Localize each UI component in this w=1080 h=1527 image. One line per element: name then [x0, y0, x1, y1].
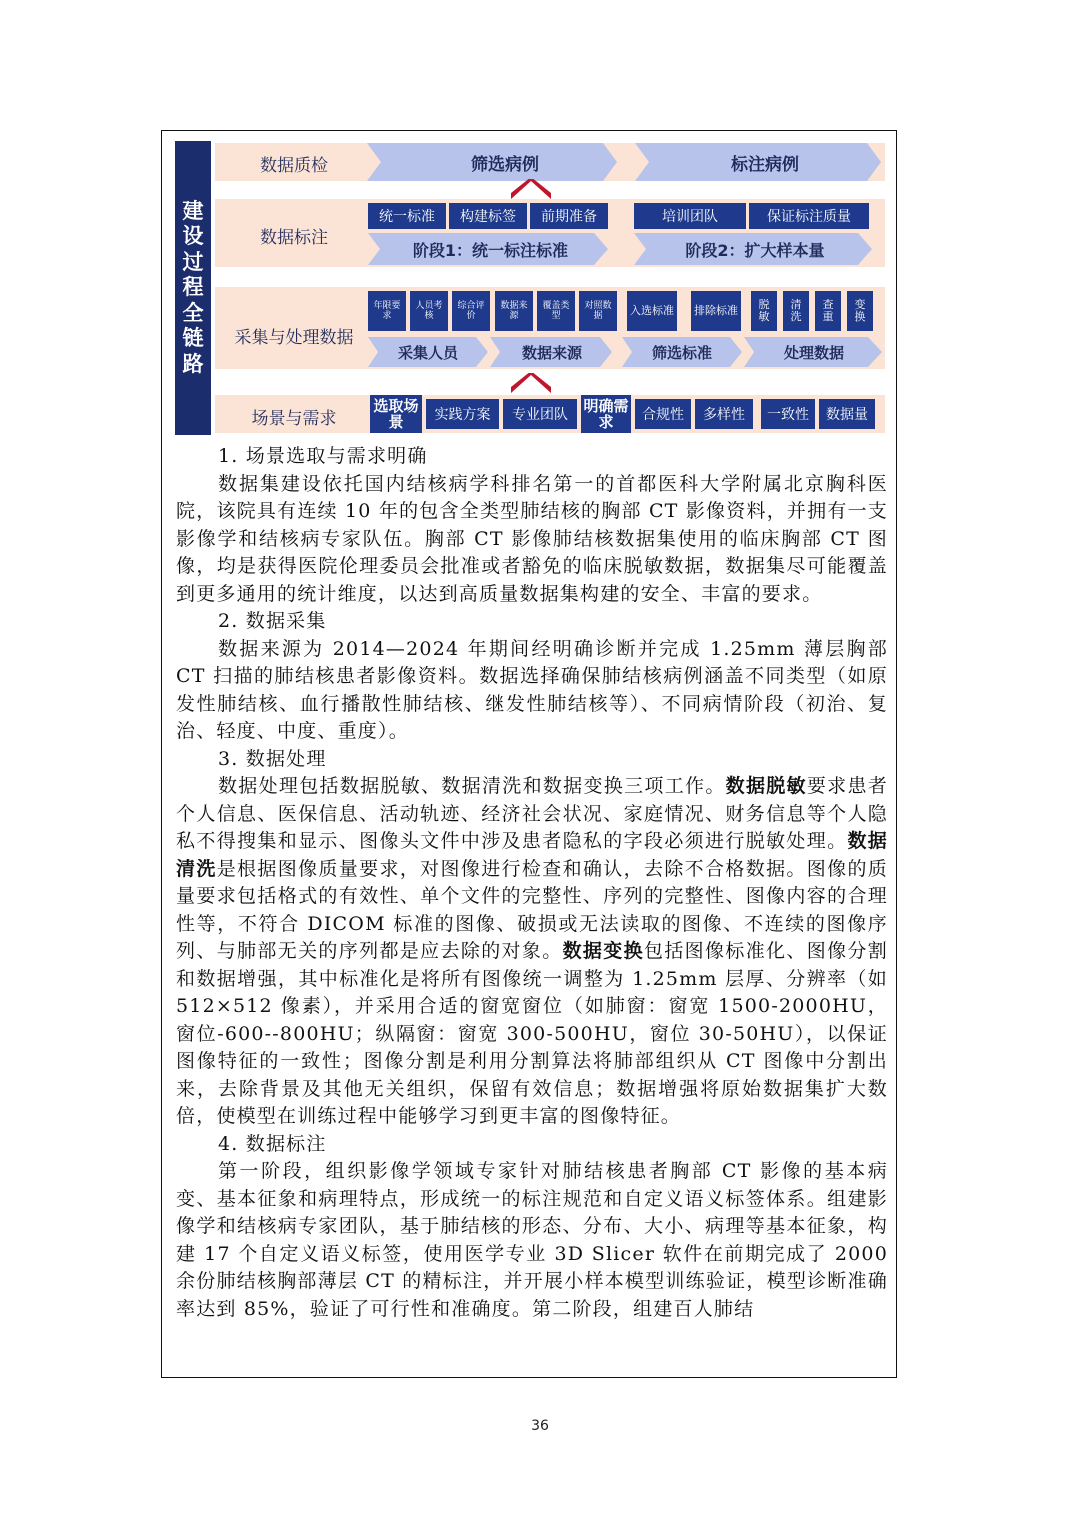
side-title-char: 路: [182, 351, 204, 376]
box-professional-team: 专业团队: [503, 399, 577, 429]
section-heading-4: 4. 数据标注: [218, 1132, 327, 1155]
box-staff-assessment: 人员考核: [410, 291, 448, 331]
body-text: [176, 443, 888, 1323]
box-year-requirement: 年限要求: [368, 291, 406, 331]
box-data-volume: 数据量: [819, 399, 875, 429]
side-title-char: 设: [182, 224, 204, 249]
box-diversity: 多样性: [695, 399, 753, 429]
content-frame: [161, 130, 897, 1378]
paragraph-4: 第一阶段，组织影像学领域专家针对肺结核患者胸部 CT 影像的基本病变、基本征象和病理特点，形成统一的标注规范和自定义语义标签体系。组建影像学和结核病专家团队，基于肺结核的形态、分布、大小、病理等基本征象，构建 17 个自定义语义标签，使用医学专业 3D Slicer 软件在前期完成了 2000 余份肺结核胸部薄层 CT 的精标注，并开展小样本模型训练验证，模型诊断准确率达到 85%，验证了可行性和准确度。第二阶段，组建百人肺结: [176, 1160, 888, 1320]
arrow-data-source: 数据来源: [521, 343, 582, 362]
chevron-up-icon: [511, 373, 551, 395]
label-scene: 场景与需求: [251, 409, 337, 429]
paragraph-3-part: 是根据图像质量要求，对图像进行检查和确认，去除不合格数据。图像的质量要求包括格式的有效性、单个文件的完整性、序列的完整性、图像内容的合理性等，不符合 DICOM 标准的图像、破损或无法读取的图像、不连续的图像序列、与肺部无关的序列都是应去除的对象。: [176, 857, 888, 962]
paragraph-2: 数据来源为 2014—2024 年期间经明确诊断并完成 1.25mm 薄层胸部 CT 扫描的肺结核患者影像资料。数据选择确保肺结核病例涵盖不同类型（如原发性肺结核、血行播散性肺结核、继发性肺结核等）、不同病情阶段（初治、复治、轻度、中度、重度）。: [176, 637, 888, 742]
arrow-stage-1: 阶段1：统一标注标准: [412, 240, 569, 260]
label-quality: 数据质检: [260, 156, 328, 176]
box-dedupe: 查重: [815, 291, 841, 331]
box-consistency: 一致性: [761, 399, 815, 429]
arrow-process-data: 处理数据: [783, 343, 844, 362]
label-collection: 采集与处理数据: [234, 328, 354, 348]
box-inclusion-criteria: 入选标准: [627, 291, 677, 331]
box-practice-plan: 实践方案: [426, 399, 499, 429]
paragraph-3: [176, 773, 888, 1131]
paragraph-3-part: 要求患者个人信息、医保信息、活动轨迹、经济社会状况、家庭情况、财务信息等个人隐私不得搜集和显示、图像头文件中涉及患者隐私的字段必须进行脱敏处理。: [176, 775, 888, 852]
box-ensure-quality: 保证标注质量: [749, 203, 869, 229]
side-title-char: 全: [182, 300, 204, 325]
paragraph-3-part: 包括图像标准化、图像分割和数据增强，其中标准化是将所有图像统一调整为 1.25mm 层厚、分辨率（如 512×512 像素），并采用合适的窗宽窗位（如肺窗：窗宽 1500-2000HU，窗位-600--800HU；纵隔窗：窗宽 300-500HU，窗位 30-50HU），以保证图像特征的一致性；图像分割是利用分割算法将肺部组织从 CT 图像中分割出来，去除背景及其他无关组织，保留有效信息；数据增强将原始数据集扩大数倍，使模型在训练过程中能够学习到更丰富的图像特征。: [176, 940, 888, 1127]
term-cleaning: 数据清洗: [176, 830, 889, 880]
side-title-char: 建: [182, 198, 204, 223]
box-unified-standard: 统一标准: [368, 203, 446, 229]
paragraph-3-part: 数据处理包括数据脱敏、数据清洗和数据变换三项工作。: [218, 775, 726, 797]
side-title-char: 过: [182, 249, 204, 274]
box-compliance: 合规性: [635, 399, 691, 429]
arrow-collect-staff: 采集人员: [397, 343, 458, 362]
box-desensitize: 脱敏: [751, 291, 777, 331]
box-control-data: 对照数据: [579, 291, 617, 331]
box-overall-evaluation: 综合评价: [452, 291, 490, 331]
box-build-labels: 构建标签: [449, 203, 527, 229]
box-select-scene: 选取场景: [370, 395, 422, 433]
box-train-team: 培训团队: [634, 203, 746, 229]
box-data-source: 数据来源: [495, 291, 533, 331]
box-transform: 变换: [847, 291, 873, 331]
box-exclusion-criteria: 排除标准: [691, 291, 741, 331]
chevron-up-icon: [511, 179, 551, 201]
box-clean: 清洗: [783, 291, 809, 331]
diagram-side-title: [175, 141, 211, 435]
arrow-screen-criteria: 筛选标准: [651, 343, 712, 362]
section-heading-3: 3. 数据处理: [218, 747, 327, 770]
section-heading-2: 2. 数据采集: [218, 610, 327, 632]
construction-process-diagram: [175, 141, 887, 435]
arrow-stage-2: 阶段2：扩大样本量: [685, 240, 825, 260]
side-title-char: 链: [182, 326, 204, 351]
side-title-char: 程: [182, 275, 204, 300]
paragraph-1: 数据集建设依托国内结核病学科排名第一的首都医科大学附属北京胸科医院，该院具有连续 10 年的包含全类型肺结核的胸部 CT 影像资料，并拥有一支影像学和结核病专家队伍。胸部 CT 影像肺结核数据集使用的临床胸部 CT 图像，均是获得医院伦理委员会批准或者豁免的临床脱敏数据，数据集尽可能覆盖到更多通用的统计维度，以达到高质量数据集构建的安全、丰富的要求。: [176, 472, 888, 605]
term-desensitization: 数据脱敏: [725, 775, 807, 797]
arrow-screen-cases: 筛选病例: [471, 154, 539, 175]
section-heading-1: 1. 场景选取与需求明确: [218, 445, 428, 467]
box-preparation: 前期准备: [530, 203, 608, 229]
term-transformation: 数据变换: [562, 940, 644, 962]
page-number: 36: [531, 1418, 549, 1434]
box-clarify-needs: 明确需求: [581, 395, 631, 433]
label-annotation: 数据标注: [260, 228, 328, 248]
box-coverage-type: 覆盖类型: [537, 291, 575, 331]
arrow-label-cases: 标注病例: [731, 154, 799, 175]
